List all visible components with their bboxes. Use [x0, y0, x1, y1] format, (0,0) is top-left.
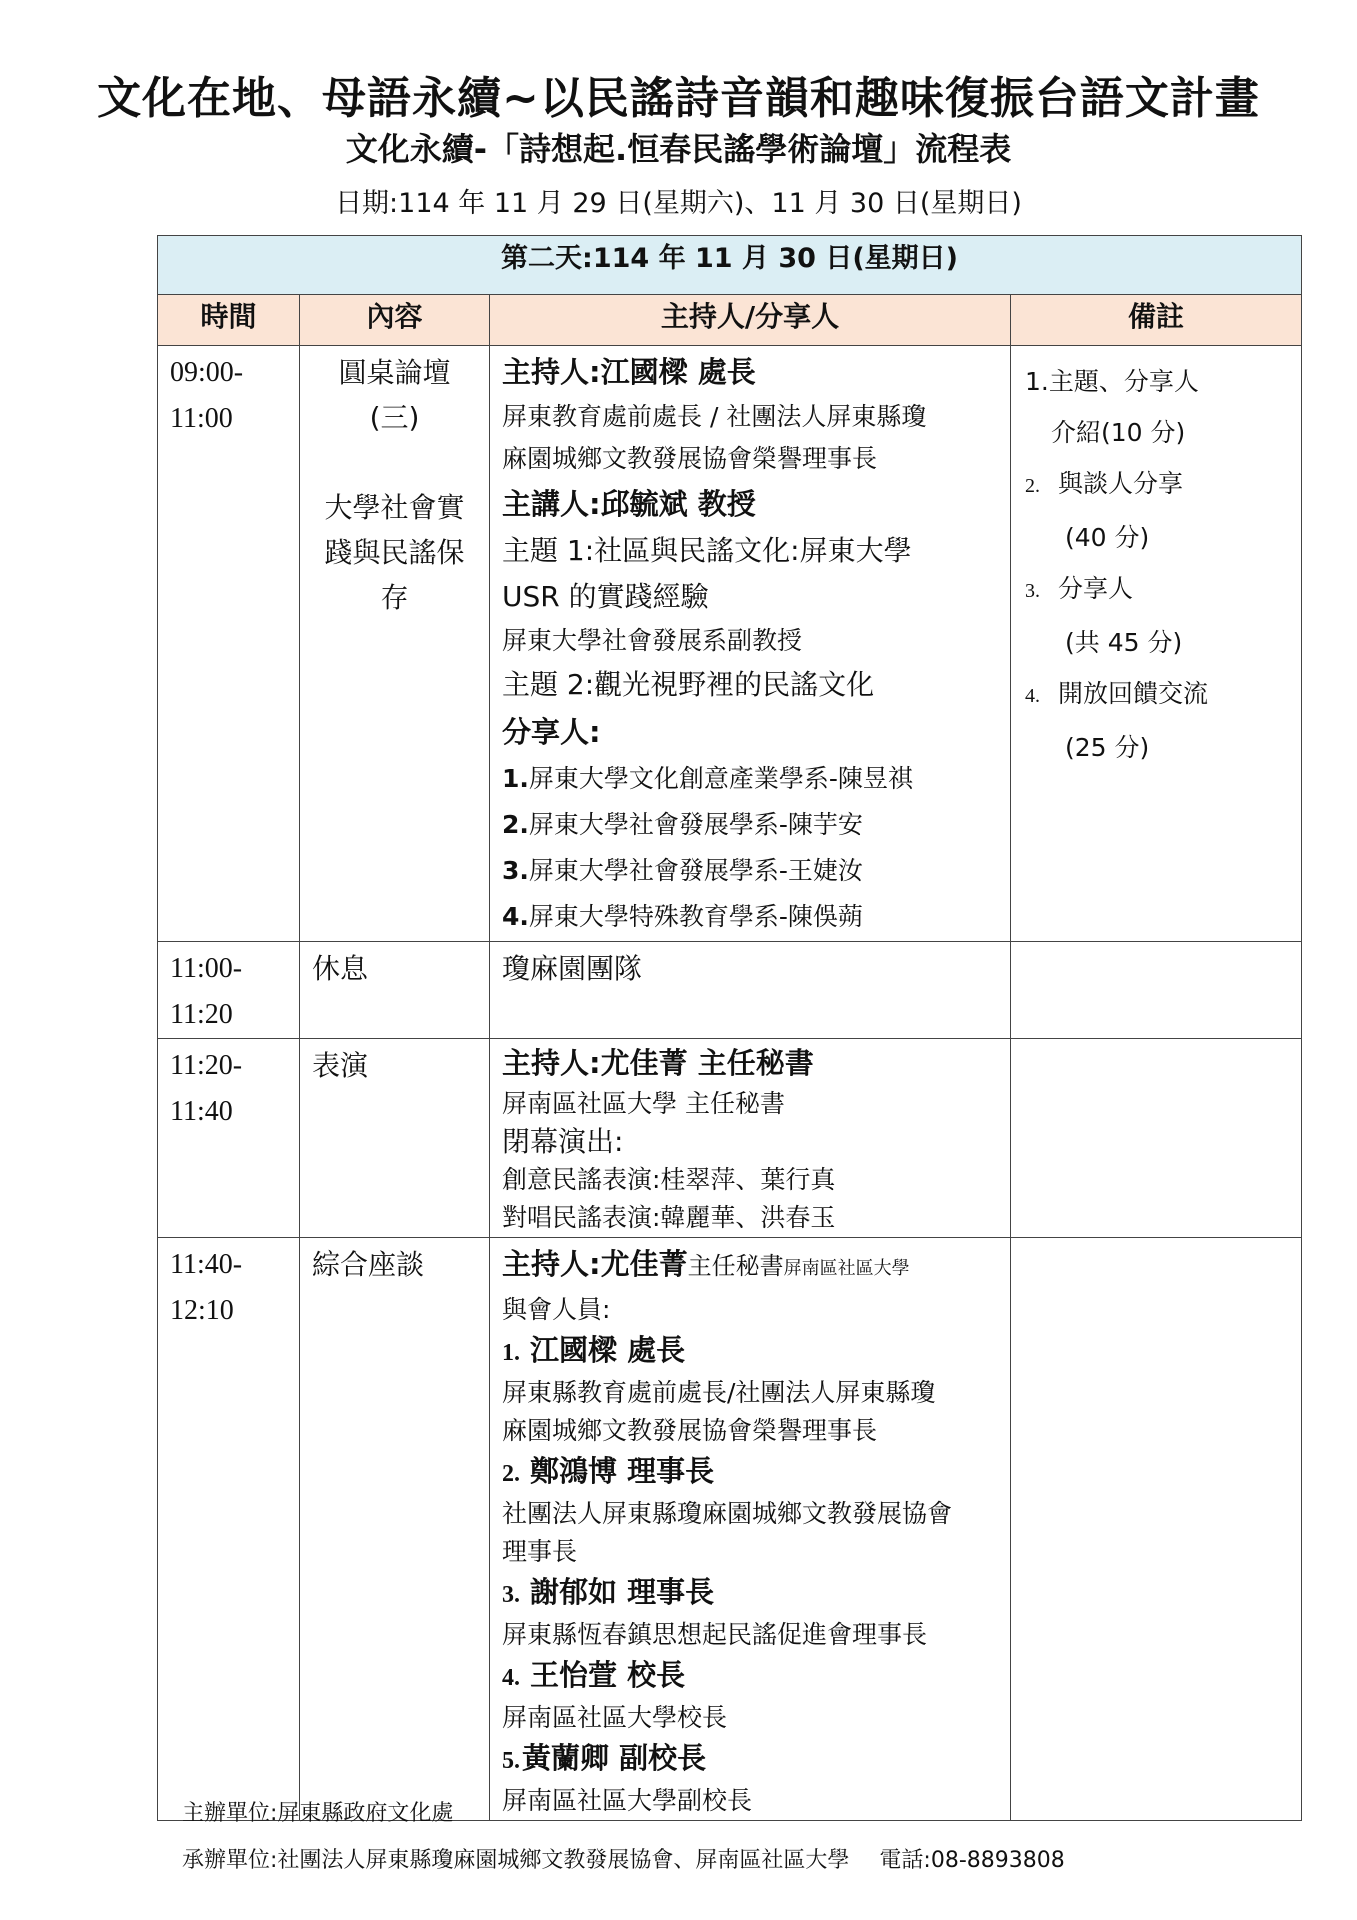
participant-desc: 屏東縣恆春鎮思想起民謠促進會理事長 [502, 1620, 928, 1649]
time-cell [158, 942, 300, 1039]
time-start: 09:00- [170, 357, 244, 388]
table-row [158, 1238, 1302, 1821]
list-item: 4. 王怡萱 校長 [502, 1658, 686, 1692]
moderator-line: 主持人:尤佳菁主任秘書屏南區社區大學 [502, 1247, 910, 1281]
speaker-line: 主講人:邱毓斌 教授 [502, 487, 756, 521]
list-item: 2.屏東大學社會發展學系-陳芋安 [502, 810, 863, 839]
day-header: 第二天:114 年 11 月 30 日(星期日) [158, 236, 1302, 295]
host-cell [490, 346, 1011, 942]
list-item: 5.黃蘭卿 副校長 [502, 1741, 707, 1775]
time-start: 11:20- [170, 1050, 243, 1081]
time-cell [158, 346, 300, 942]
participant-desc: 理事長 [502, 1537, 578, 1566]
participant-desc: 麻園城鄉文教發展協會榮譽理事長 [502, 1416, 878, 1445]
document-title: 文化在地、母語永續~以民謠詩音韻和趣味復振台語文計畫 [97, 73, 1260, 124]
remark-line: 2. 與談人分享 [1025, 469, 1184, 498]
remark-line: 介紹(10 分) [1051, 418, 1186, 447]
list-item: 1.屏東大學文化創意產業學系-陳昱祺 [502, 764, 913, 793]
schedule-table [157, 235, 1302, 1821]
time-end: 11:20 [170, 999, 233, 1030]
moderator-line: 主持人:江國樑 處長 [502, 355, 756, 389]
remarks-cell [1011, 1238, 1302, 1821]
moderator-title: 麻園城鄉文教發展協會榮譽理事長 [502, 444, 878, 473]
remarks-cell [1011, 1039, 1302, 1238]
topic-line: 主題 1:社區與民謠文化:屏東大學 [502, 534, 912, 567]
column-header-host: 主持人/分享人 [490, 295, 1011, 346]
content-cell: 休息 [300, 942, 490, 1039]
table-row [158, 1039, 1302, 1238]
co-organizer: 承辦單位:社團法人屏東縣瓊麻園城鄉文教發展協會、屏南區社區大學 [182, 1848, 850, 1873]
participant-desc: 屏東縣教育處前處長/社團法人屏東縣瓊 [502, 1378, 936, 1407]
sharers-label: 分享人: [502, 715, 601, 749]
content-cell [300, 346, 490, 942]
list-item: 1. 江國樑 處長 [502, 1333, 686, 1367]
content-line: 圓桌論壇 [338, 356, 451, 389]
content-line: 存 [380, 581, 409, 614]
list-item: 3. 謝郁如 理事長 [502, 1575, 715, 1609]
list-item: 4.屏東大學特殊教育學系-陳俁蒴 [502, 902, 863, 931]
remarks-cell [1011, 942, 1302, 1039]
document-subtitle: 文化永續-「詩想起.恒春民謠學術論壇」流程表 [345, 130, 1012, 168]
column-header-content: 內容 [300, 295, 490, 346]
time-end: 12:10 [170, 1295, 234, 1326]
performance-line: 對唱民謠表演:韓麗華、洪春玉 [502, 1203, 836, 1232]
host-cell [490, 1039, 1011, 1238]
table-row [158, 942, 1302, 1039]
phone-number: 電話:08-8893808 [879, 1848, 1065, 1873]
event-date: 日期:114 年 11 月 29 日(星期六)、11 月 30 日(星期日) [335, 188, 1022, 219]
content-cell: 綜合座談 [300, 1238, 490, 1821]
remarks-cell [1011, 346, 1302, 942]
performance-line: 創意民謠表演:桂翠萍、葉行真 [502, 1165, 836, 1194]
column-header-remarks: 備註 [1011, 295, 1302, 346]
host-cell [490, 1238, 1011, 1821]
list-item: 2. 鄭鴻博 理事長 [502, 1454, 715, 1488]
participant-desc: 屏南區社區大學副校長 [502, 1786, 753, 1815]
list-item: 3.屏東大學社會發展學系-王婕汝 [502, 856, 863, 885]
moderator-title: 屏東教育處前處長 / 社團法人屏東縣瓊 [502, 402, 927, 431]
time-cell [158, 1238, 300, 1821]
remark-line: (25 分) [1065, 733, 1150, 762]
time-end: 11:40 [170, 1096, 233, 1127]
moderator-title: 屏南區社區大學 主任秘書 [502, 1089, 785, 1118]
column-header-time: 時間 [158, 295, 300, 346]
table-row [158, 346, 1302, 942]
time-cell [158, 1039, 300, 1238]
organizer-line: 主辦單位:屏東縣政府文化處 [182, 1801, 454, 1826]
remark-line: (40 分) [1065, 523, 1150, 552]
content-cell: 表演 [300, 1039, 490, 1238]
column-header-row [158, 295, 1302, 346]
participant-desc: 屏南區社區大學校長 [502, 1703, 728, 1732]
time-end: 11:00 [170, 403, 233, 434]
remark-line: 1.主題、分享人 [1025, 367, 1199, 396]
remark-line: (共 45 分) [1065, 628, 1183, 657]
time-start: 11:40- [170, 1249, 243, 1280]
topic-line: USR 的實踐經驗 [502, 580, 709, 613]
moderator-line: 主持人:尤佳菁 主任秘書 [502, 1046, 814, 1080]
remark-line: 3. 分享人 [1025, 574, 1134, 603]
speaker-title: 屏東大學社會發展系副教授 [502, 626, 803, 655]
time-start: 11:00- [170, 953, 243, 984]
content-line: (三) [369, 401, 420, 434]
co-organizer-line [182, 1843, 1065, 1874]
performance-label: 閉幕演出: [502, 1125, 624, 1158]
day-header-row [158, 236, 1302, 295]
host-cell: 瓊麻園團隊 [490, 942, 1011, 1039]
remark-line: 4. 開放回饋交流 [1025, 679, 1209, 708]
content-line: 踐與民謠保 [324, 536, 465, 569]
participants-label: 與會人員: [502, 1295, 611, 1324]
content-line: 大學社會實 [324, 491, 465, 524]
participant-desc: 社團法人屏東縣瓊麻園城鄉文教發展協會 [502, 1499, 953, 1528]
topic-line: 主題 2:觀光視野裡的民謠文化 [502, 668, 875, 701]
